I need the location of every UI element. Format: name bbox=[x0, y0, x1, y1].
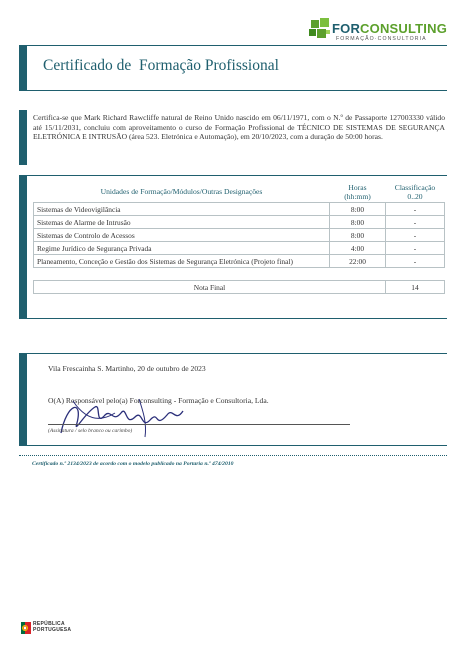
title-top-rule bbox=[19, 45, 447, 46]
table-header-row bbox=[34, 181, 445, 203]
table-row bbox=[34, 203, 445, 216]
republic-label bbox=[33, 622, 71, 633]
signature-bottom-rule bbox=[19, 445, 447, 446]
final-grade-label: Nota Final bbox=[34, 281, 386, 294]
row-unit: Sistemas de Alarme de Intrusão bbox=[34, 216, 330, 229]
table-bottom-rule bbox=[19, 318, 447, 319]
signature-top-rule bbox=[19, 353, 447, 354]
republic-line1: REPÚBLICA bbox=[33, 621, 65, 627]
header-units: Unidades de Formação/Módulos/Outras Designações bbox=[100, 187, 263, 196]
company-logo bbox=[309, 18, 449, 44]
signature-note: (Assinatura / selo branco ou carimbo) bbox=[48, 428, 133, 434]
signature-line bbox=[48, 424, 350, 425]
logo-text-for: FOR bbox=[332, 21, 361, 36]
row-hours: 8:00 bbox=[330, 216, 386, 229]
table-row bbox=[34, 229, 445, 242]
row-grade: - bbox=[386, 229, 445, 242]
header-classification bbox=[386, 181, 445, 203]
table-row bbox=[34, 242, 445, 255]
row-unit: Sistemas de Controlo de Acessos bbox=[34, 229, 330, 242]
logo-text-consulting: CONSULTING bbox=[360, 21, 448, 36]
table-spacer-row bbox=[34, 268, 445, 281]
certificate-reference: Certificado n.º 2134/2023 de acordo com o modelo publicado na Portaria n.º 474/2010 bbox=[32, 461, 234, 467]
row-grade: - bbox=[386, 255, 445, 268]
row-hours: 22:00 bbox=[330, 255, 386, 268]
logo-tagline: FORMAÇÃO·CONSULTORIA bbox=[336, 36, 427, 42]
portugal-coat-of-arms-icon bbox=[21, 622, 31, 634]
header-hours bbox=[330, 181, 386, 203]
title-accent-bar bbox=[19, 45, 27, 90]
signature-accent-bar bbox=[19, 353, 27, 445]
certificate-ref-dotted-rule bbox=[19, 455, 447, 456]
row-unit: Planeamento, Conceção e Gestão dos Sistemas de Segurança Eletrónica (Projeto final) bbox=[34, 255, 330, 268]
final-grade-row bbox=[34, 281, 445, 294]
table-row bbox=[34, 216, 445, 229]
final-grade-value: 14 bbox=[386, 281, 445, 294]
header-hours-format: (hh:mm) bbox=[344, 191, 371, 201]
title-bottom-rule bbox=[19, 90, 447, 91]
republic-line2: PORTUGUESA bbox=[33, 626, 72, 633]
row-grade: - bbox=[386, 216, 445, 229]
row-hours: 8:00 bbox=[330, 229, 386, 242]
row-hours: 8:00 bbox=[330, 203, 386, 216]
intro-paragraph: Certifica-se que Mark Richard Rawcliffe natural de Reino Unido nascido em 06/11/1971, com o N.º de Passaporte 127003330 válido até 15/11/2031, concluiu com aproveitamento o curso de Formação Profissional de TÉCNICO DE SISTEMAS DE SEGURANÇA ELETRÓNICA E INTRUSÃO (área 523. Eletrónica e Automação), em 20/10/2023, com a duração de 50:00 horas. bbox=[33, 113, 445, 142]
logo-icon bbox=[309, 18, 331, 40]
row-unit: Regime Jurídico de Segurança Privada bbox=[34, 242, 330, 255]
table-accent-bar bbox=[19, 175, 27, 318]
row-unit: Sistemas de Videovigilância bbox=[34, 203, 330, 216]
page-title: Certificado de Formação Profissional bbox=[43, 57, 279, 74]
training-units-table bbox=[33, 181, 445, 294]
table-row bbox=[34, 255, 445, 268]
header-classification-scale: 0..20 bbox=[407, 191, 423, 201]
logo-text bbox=[332, 21, 447, 36]
table-top-rule bbox=[19, 175, 447, 176]
row-hours: 4:00 bbox=[330, 242, 386, 255]
intro-accent-bar bbox=[19, 110, 27, 165]
row-grade: - bbox=[386, 242, 445, 255]
place-date: Vila Frescainha S. Martinho, 20 de outubro de 2023 bbox=[48, 364, 206, 373]
responsible-line: O(A) Responsável pelo(a) Forconsulting - Formação e Consultoria, Lda. bbox=[48, 396, 269, 405]
header-classification-label: Classificação bbox=[394, 182, 436, 192]
row-grade: - bbox=[386, 203, 445, 216]
header-hours-label: Horas bbox=[348, 182, 367, 192]
